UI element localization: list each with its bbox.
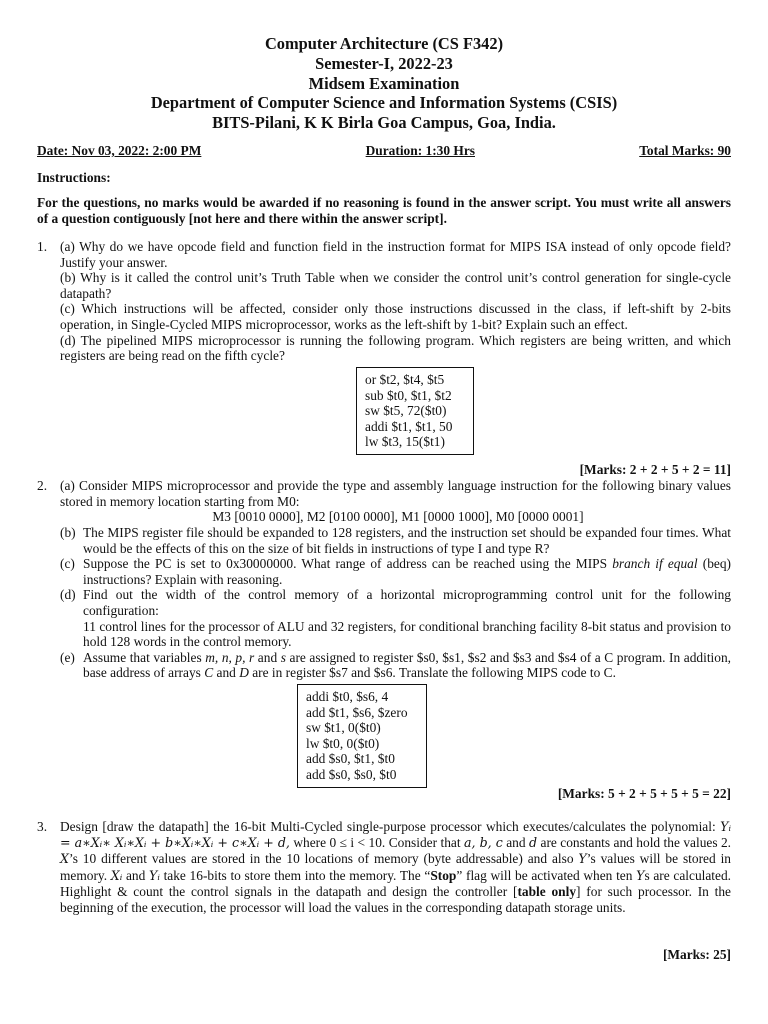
q2-marks: [Marks: 5 + 2 + 5 + 5 + 5 = 22] [557,786,731,801]
var-ys: Y [636,867,645,883]
question-2-body [60,478,731,509]
q3-text: and [502,835,530,851]
part-text: are in register $s7 and $s6. Translate the following MIPS code to C. [248,665,616,681]
part-label: (b) [60,525,76,540]
question-number: 1. [37,239,48,254]
part-text: (beq) instructions? Explain with reasoning. [83,556,731,587]
code-line: lw $t3, 15($t1) [365,434,445,450]
code-line: add $s0, $t1, $t0 [306,751,395,767]
part-text: The MIPS register file should be expanded to 128 registers, and the instruction set should be expanded four times. What would be the effects of this on the size of bit fields in instructions of type I and type R? [83,525,731,556]
q3-text: ’s 10 different values are stored in the 10 locations of memory (byte addressable) and also [68,851,579,867]
q1-part-b: (b) Why is it called the control unit’s Truth Table when we consider the control unit’s control generation for single-cycle datapath? [60,270,731,301]
array-name: C [204,665,214,681]
department: Department of Computer Science and Information Systems (CSIS) [150,93,618,113]
q1-part-d: (d) The pipelined MIPS microprocessor is running the following program. Which registers are being written, and which registers are being read on the fifth cycle? [60,332,731,364]
q3-marks: [Marks: 25] [662,947,731,962]
q2-part-e [60,650,731,681]
q3-text: ’s values will be stored in memory. [60,851,731,883]
constants: a, b, c [464,835,503,851]
q2-part-c [60,556,731,587]
exam-meta [37,143,731,159]
q3-text: take 16-bits to store them into the memory. The “ [159,867,431,883]
code-line: lw $t0, 0($t0) [306,735,380,751]
q1-part-c: (c) Which instructions will be affected, consider only those instructions discussed in the class, if left-shift by 2-bits operation, in Single-Cycled MIPS microprocessor, works as the left-shift by 1-bit? Explain such an effect. [60,301,731,332]
part-label: (c) [60,556,75,572]
q3-text: and [122,867,150,883]
semester: Semester-I, 2022-23 [315,53,453,73]
total-marks: Total Marks: 90 [639,143,731,158]
part-detail: 11 control lines for the processor of ALU and 32 registers, for conditional branching facility 8-bit status and provision to hold 128 words in the control memory. [83,618,731,650]
emphasis: branch if equal [612,556,698,572]
q2-part-d [60,587,731,649]
part-label: (e) [60,649,75,665]
question-number: 2. [37,478,48,493]
q3-text: ] for such processor. In the beginning of the execution, the processor will load the values in the corresponding datapath storage units. [60,883,732,916]
code-line: addi $t1, $t1, 50 [365,418,453,434]
q3-text: s are calculated. Highlight & count the control signals in the datapath and design the controller [ [60,867,732,899]
q1-part-a: (a) Why do we have opcode field and function field in the instruction format for MIPS ISA instead of only opcode field? Justify your answer. [60,239,731,270]
var-xi: Xᵢ [110,867,123,883]
question-2-subparts [60,525,731,681]
instructions-text: For the questions, no marks would be awarded if no reasoning is found in the answer script. You must write all answers of a question contiguously [not here and there within the answer script]. [37,195,731,226]
q2-part-a: (a) Consider MIPS microprocessor and provide the type and assembly language instruction for the following binary values stored in memory location starting from M0: [60,478,731,509]
code-line: add $s0, $s0, $t0 [306,766,397,782]
q3-text: where 0 ≤ i < 10. Consider that [289,835,464,851]
q2-code-box [297,684,427,788]
q3-text: Design [draw the datapath] the 16-bit Multi-Cycled single-purpose processor which executes/calculates the polynomial: [60,819,716,834]
table-only: table only [517,883,577,899]
q1-marks: [Marks: 2 + 2 + 5 + 2 = 11] [579,462,731,477]
part-text: are assigned to register $s0, $s1, $s2 and $s3 and $s4 of a C program. In addition, base address of arrays [83,649,732,681]
q2-binary-values: M3 [0010 0000], M2 [0100 0000], M1 [0000 1000], M0 [0000 0001] [212,509,584,524]
code-line: add $t1, $s6, $zero [306,704,408,720]
q1-code-box [356,367,474,455]
q3-text: are constants and hold the values 2. [537,835,732,851]
constant-d: d [529,835,538,851]
part-text: and [254,649,281,665]
q3-text: ” flag will be activated when ten [456,867,637,883]
stop-flag: Stop [430,867,457,883]
code-line: addi $t0, $s6, 4 [306,689,389,704]
code-line: sub $t0, $t1, $t2 [365,387,452,403]
part-text: Assume that variables [83,649,206,665]
exam-duration: Duration: 1:30 Hrs [365,143,475,158]
array-name: D [239,665,249,681]
part-text: and [213,665,240,681]
exam-header [0,34,768,133]
polynomial-formula: Yᵢ = a∗Xᵢ∗ Xᵢ∗Xᵢ + b∗Xᵢ∗Xᵢ + c∗Xᵢ + d, [60,819,731,851]
campus: BITS-Pilani, K K Birla Goa Campus, Goa, India. [212,113,556,133]
question-3-body [60,819,731,916]
code-line: sw $t1, 0($t0) [306,720,381,736]
exam-name: Midsem Examination [308,73,460,93]
instructions-title: Instructions: [37,170,111,185]
code-line: sw $t5, 72($t0) [365,403,447,419]
var-x: X [60,851,69,867]
variable-name: s [280,649,286,665]
part-label: (d) [60,587,76,603]
var-yi: Yᵢ [149,867,160,883]
variable-names: m, n, p, r [205,649,255,665]
exam-date: Date: Nov 03, 2022: 2:00 PM [37,143,202,158]
code-line: or $t2, $t4, $t5 [365,372,445,387]
question-number: 3. [37,819,48,834]
part-text: Suppose the PC is set to 0x30000000. What range of address can be reached using the MIPS [83,556,613,572]
course-title: Computer Architecture (CS F342) [264,34,504,53]
question-1-body [60,239,731,364]
q2-part-b [60,525,731,556]
var-y: Y [578,851,587,867]
part-text: Find out the width of the control memory of a horizontal microprogramming control unit for the following configuration: [83,587,731,618]
